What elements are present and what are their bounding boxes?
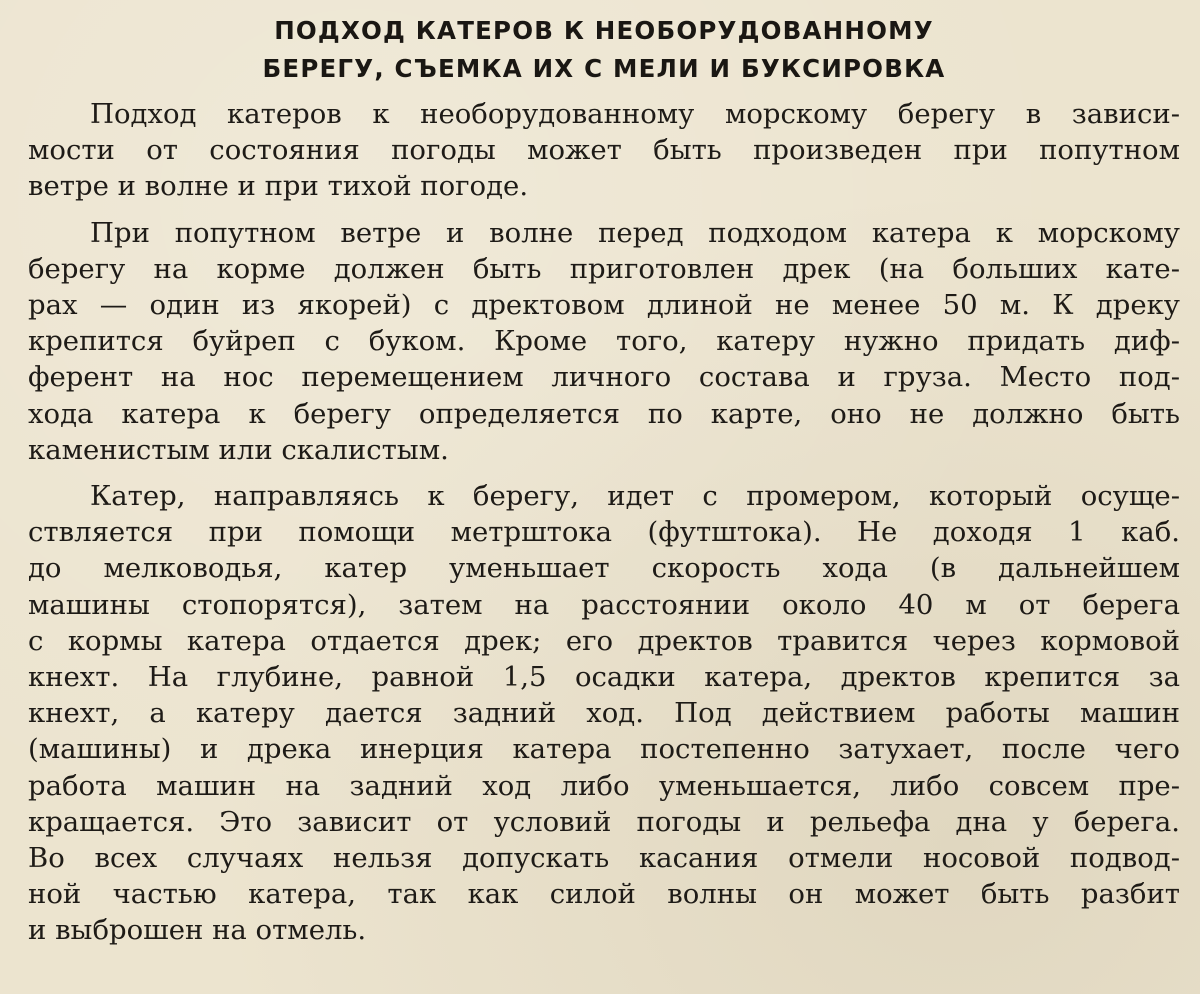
text-line: кнехт, а катеру дается задний ход. Под действием работы машин [28,697,1180,730]
text-line: берегу на корме должен быть приготовлен дрек (на больших кате- [28,252,1180,285]
text-line: с кормы катера отдается дрек; его дректов травится через кормовой [28,624,1180,657]
text-line: каменистым или скалистым. [28,433,449,466]
paragraph-3 [28,478,1180,949]
text-line: и выброшен на отмель. [28,914,367,947]
text-line: ной частью катера, так как силой волны он может быть разбит [28,878,1180,911]
heading-line-1: ПОДХОД КАТЕРОВ К НЕОБОРУДОВАННОМУ [274,16,934,45]
text-line: работа машин на задний ход либо уменьшается, либо совсем пре- [28,769,1180,802]
heading-line-2: БЕРЕГУ, СЪЕМКА ИХ С МЕЛИ И БУКСИРОВКА [262,54,946,83]
text-line: ствляется при помощи метрштока (футштока). Не доходя 1 каб. [28,516,1180,549]
text-line: Катер, направляясь к берегу, идет с промером, который осуще- [90,480,1180,513]
text-line: (машины) и дрека инерция катера постепенно затухает, после чего [28,733,1180,766]
text-line: ферент на нос перемещением личного состава и груза. Место под- [28,361,1180,394]
text-line: мости от состояния погоды может быть произведен при попутном [28,134,1180,167]
text-line: до мелководья, катер уменьшает скорость хода (в дальнейшем [28,552,1180,585]
text-line: Подход катеров к необорудованному морскому берегу в зависи- [90,98,1180,130]
text-line: кращается. Это зависит от условий погоды и рельефа дна у берега. [28,805,1180,838]
text-line: машины стопорятся), затем на расстоянии около 40 м от берега [28,588,1180,621]
section-heading [28,12,1180,88]
text-line: Во всех случаях нельзя допускать касания отмели носовой подвод- [28,842,1180,875]
text-line: рах — один из якорей) с дректовом длиной не менее 50 м. К дреку [28,289,1180,322]
paragraph-1 [28,96,1180,205]
text-line: кнехт. На глубине, равной 1,5 осадки катера, дректов крепится за [28,661,1180,694]
text-line: хода катера к берегу определяется по карте, оно не должно быть [28,397,1180,430]
body-text [28,96,1180,949]
paragraph-2 [28,215,1180,468]
text-line: При попутном ветре и волне перед подходом катера к морскому [90,216,1180,249]
text-line: крепится буйреп с буком. Кроме того, катеру нужно придать диф- [28,325,1180,358]
text-line: ветре и волне и при тихой погоде. [28,170,529,203]
